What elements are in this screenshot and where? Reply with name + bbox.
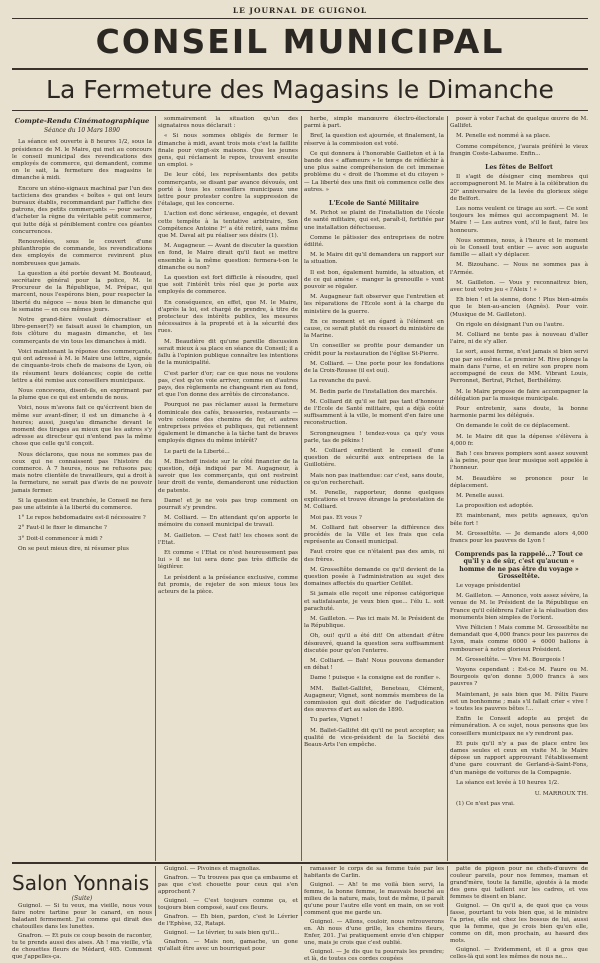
paragraph: La question a été portée devant M. Bouteaud, secrétaire général pour la police, M. le Procureur de la République, M. Prépac, qui marcent, nous l'espérons bien, pour respecter la liberté du négoce — nous bien le dimanche qui le semaine — en ces mêmes jours. — [12, 270, 152, 313]
session-date: Séance du 10 Mars 1890 — [44, 127, 120, 135]
paragraph: Tu parles, Vignet ! — [310, 717, 363, 724]
paragraph: Vive Félicien ! Mais comme M. Grosseltête ne demandait que 4,000 francs pour les pauvres de Lyon, mais comme 6000 + 6000 ballons à rembourser à notre glorieux Président. — [450, 624, 588, 653]
section-heading: Les fêtes de Belfort — [485, 164, 553, 172]
paragraph: Eh bien ! et la sienne, donc ! Plus bien-aimés que le bien-au-ancien (Agnès). Pour voir. (Musique de M. Gailleton). — [450, 297, 588, 318]
paragraph: Moi pas. Et vous ? — [310, 514, 362, 521]
paragraph: En ce moment et en égard à l'élément en cause, ce serait plutôt du ressort du ministère de la Marine. — [304, 318, 444, 340]
paragraph: 2° Faut-il le fixer le dimanche ? — [18, 525, 107, 532]
paragraph: Ce qui donnera à l'honorable Gailleton et à la bande des « affameurs » le temps de réfléchir à une plus saine compréhension de cet immense problème du « droit de l'homme et du citoyen » — La liberté des uns finit où commence celle des autres. » — [304, 150, 444, 193]
paragraph: Bref, la question est ajournée, et finalement, la réserve à la commission est voté. — [304, 133, 444, 147]
paragraph: Nous déclarons, que nous ne sommes pas de ceux qui ne connaissent pas l'histoire du commerce. À 7 heures, nous ne refusons pas; mais notre clientèle de travailleurs, qui a droit à la fermeture, ne serait pas d'avis de ne pouvoir jamais fermer. — [12, 451, 152, 494]
paragraph: M. Gailleton. — Annonce, voix assez sévère, la venue de M. le Président de la République en France qu'il célébrera l'aller à la réalisation des monuments bien simples de l'orient. — [450, 593, 588, 621]
paragraph: M. Ballet-Gallifet dit qu'il ne peut accepter, sa qualité de vice-président de la Société des Beaux-Arts l'en empêche. — [304, 727, 444, 749]
paragraph: La séance est ouverte à 8 heures 1/2, sous la présidence de M. le Maire, qui met au concours le conseil municipal des revendications des employés de commerce, qui demandent, comme on le sait, la fermeture des magasins le dimanche à midi. — [12, 139, 152, 182]
headline-rule — [12, 110, 588, 111]
paragraph: Comme le pâtissier des entreprises de notre édilité. — [304, 234, 444, 249]
feuilleton-column-4 — [450, 866, 588, 960]
paragraph: Notre grand-fière voulait démocratiser et libre-penser(?) se faisait aussi le champion, un fois clôture du magasin dimanche, et les commerçants de vin tous les dimanches à midi. — [12, 317, 152, 345]
section-heading: L'Ecole de Santé Militaire — [329, 200, 419, 208]
paragraph: Le voyage présidentiel — [456, 582, 521, 589]
paragraph: Et comme « l'Etat ce n'est heureusement pas lui » il ne lui sera donc pas très difficile de légiférer. — [158, 549, 298, 571]
paragraph: M. Grosseltête. — Je demande alors 4,000 francs pour les pauvres de Lyon ! — [450, 530, 588, 544]
paragraph: Il est bon, également humide, la situation, et de ce qui amène « manger la grenouille » vont pouvoir se régaler. — [304, 269, 444, 291]
paragraph: Comme compétence, j'aurais préféré le vieux frangin Coste-Labaume. Enfin... — [450, 143, 588, 157]
paragraph: Voyons cependant : Est-ce M. Faure ou M. Bourgeois qu'on donne 5,000 francs à ses pauvres ? — [450, 667, 588, 688]
paragraph: Et puis qu'il n'y a pas de place entre les dames seules et ceux en visite M. le Maire dépose un rapport approuvant l'établissement d'une gare couvrant de Gerland-à-Saint-Fons, d'un manège de voitures de la Compagnie. — [450, 740, 588, 776]
paragraph: M. Grosseltête. — Vive M. Bourgeois ! — [456, 656, 565, 663]
paragraph: Nous concevons, disent-ils, en exprimant par la plume que ce qui est entendu de nous. — [12, 387, 152, 402]
paragraph: Le président a la préséance exclusive, comme fut promis, de rejeter de son mieux tous les acteurs de la pièce. — [158, 574, 298, 595]
paragraph: Encore un sténo-signaux machinal par l'un des tacticiens des grandes « boîtes » qui ont leurs bureaux établis, recommandant par l'affiche des patrons, des petits commerçants — pour sacher d'acheter la règne du véritable petit commerce, qui lutte déjà si péniblement contre ces géantes concurrences. — [12, 185, 152, 235]
paragraph: M. le Maire dit qu'il demandera un rapport sur la situation. — [304, 252, 444, 266]
running-head: LE JOURNAL DE GUIGNOL — [232, 6, 368, 15]
paragraph: M. Beaudière dit qu'une pareille discussion serait mieux à sa place en séance du Conseil; il a fallu à l'opinion publique connaître les intentions de la municipalité. — [158, 338, 298, 367]
paragraph: Faut croire que ce n'étaient pas des amis, ni des frères. — [304, 549, 444, 563]
paragraph: En conséquence, en effet, que M. le Maire, d'après la loi, est chargé de prendre, à titre de protecteur des intérêts publics, les mesures nécessaires à la propreté et à la sécurité des rues. — [158, 299, 298, 335]
paragraph: Maintenant, je sais bien que M. Félix Faure est un bonhomme ; mais s'il fallait crier « vive ! » toutes les pauvres bêtes !... — [450, 691, 588, 713]
paragraph: Gnafron. — Mais non, gamache, un gone qu'allait être avec un bourriquet pour — [158, 939, 298, 952]
paragraph: Gnafron. — Et puis ce coup besoin de raconter, tu te prends aussi des aises. Ah ! ma vieille, v'là de chouettes fleurs de Médard, 405. Comment que j'appelles-ça. — [12, 933, 152, 960]
column-divider — [447, 116, 448, 861]
paragraph: Et maintenant, mes petits agneaux, qu'on bêle fort ! — [450, 513, 588, 527]
paragraph: Bah ! ces braves pompiers sont assez souvent à la peine, pour que leur musique soit appelée à l'honneur. — [450, 450, 588, 472]
feuilleton-column-3 — [304, 866, 444, 962]
paragraph: M. Gailleton. — Vous y reconnaitrez bien, avec tout votre jeu « l'Aleix ! » — [450, 279, 588, 294]
paragraph: Guignol. — Pivoines et magnolias. — [164, 866, 261, 872]
paragraph: 3° Doit-il commencer à midi ? — [18, 535, 103, 542]
paragraph: M. Augagneur. — Avant de discuter la question en fond, le Maire dirait qu'il faut se mettre ensemble à la même question: fermera-t-on le dimanche ou non? — [158, 243, 298, 271]
paragraph: M. Bischoff insiste sur le côté financier de la question, déjà indiqué par M. Augagneur, à savoir que les commerçants, qui ont restreint leur droit de vente, demanderont une réduction de patente. — [158, 458, 298, 494]
section-heading: Comprends pas la rappelé...? Tout ce qu'il y a de sûr, c'est qu'aucun « homme de ne pas être du voyage » Grosseltête. — [455, 551, 583, 580]
paragraph: M. Bizouhanc. — Nous ne sommes pas à l'Armée. — [450, 262, 588, 276]
paragraph: M. Colliard. — Une porte pour les fondations de la Croix-Rousse (il est oui). — [304, 360, 444, 375]
feuilleton-title: Salon Yonnais — [12, 871, 150, 895]
column-divider — [301, 116, 302, 861]
paragraph: poser à voter l'achat de quelque œuvre de M. Gallifet. — [450, 116, 588, 130]
feuilleton-column-1 — [12, 903, 152, 960]
paragraph: La revanche du pavé. — [310, 378, 371, 385]
paragraph: M. Pichot se plaint de l'installation de l'école de santé militaire, qui est, paraît-il, fortifiée par une installation défectueuse. — [304, 210, 444, 231]
paragraph: 1° Le repos hebdomadaire est-il nécessaire ? — [18, 515, 146, 522]
feuilleton-suite: (Suite) — [71, 895, 93, 902]
paragraph: Mais non pas inattendue: car c'est, sans doute, ce qu'on recherchait. — [304, 472, 444, 486]
paragraph: herbe, simple manœuvre électro-électorale parmi à part. — [304, 116, 444, 130]
paragraph: Oh, oui! qu'il a été dit! On attendait d'être désœuvré, quand la question sera suffisamment discutée pour qu'on l'enterre. — [304, 633, 444, 654]
top-rule — [12, 18, 588, 19]
paragraph: Pourquoi ne pas réclamer aussi la fermeture dominicale des cafés, brasseries, restaurants — votre colonne des chemins de fer, et autres entreprises privées et publiques, qui retiennent également le dimanche à la tâche tant de braves employés dignes du même intérêt? — [158, 402, 298, 445]
title-rule — [12, 68, 588, 70]
paragraph: La séance est levée à 10 heures 1/2. — [456, 779, 559, 786]
paragraph: Les noms veulent ce tirage au sort. — Ce sont toujours les mêmes qui accompagnent M. le Maire ! — Les autres vont, s'il le faut, faire les honneurs. — [450, 206, 588, 234]
paragraph: Guignol. — C'est toujours comme ça, et toujours bien composé, sauf ces fleurs. — [158, 898, 298, 911]
paragraph: M. Bedin parle de l'installation des marchés. — [310, 388, 438, 395]
paragraph: Il s'agit de désigner cinq membres qui accompagneront M. le Maire à la célébration du 20ᵉ anniversaire de la levée du glorieux siège de Belfort. — [450, 174, 588, 202]
section-title: CONSEIL MUNICIPAL — [95, 22, 505, 61]
paragraph: Si la question est tranchée, le Conseil ne fera pas une atteinte à la liberté du commerce. — [12, 497, 152, 511]
paragraph: La question est fort difficile à résoudre, quel que soit l'intérêt très réel que je porte aux employés de commerce. — [158, 275, 298, 296]
column-divider — [447, 866, 448, 916]
paragraph: Le sort, aussi ferme, n'est jamais si bien servi que par soi-même. Le premier M. Rive plonge la main dans l'urne, et en retire son propre nom accompagné de ceux de MM. Vibrant Louis, Perronnet, Bertrat, Pichet, Berthélémy. — [450, 349, 588, 385]
paragraph: Si jamais elle reçoit une réponse catégorique et satisfaisante, je veux bien que... l'élu L. soit parachuté. — [304, 591, 444, 612]
feuilleton-column-2 — [158, 866, 298, 952]
paragraph: Guignol. — Je dis que tu pourrais les prendre; et là, de toutes ces cordes coupées — [304, 949, 444, 962]
paragraph: M. Grosseltête demande ce qu'il devient de la question posée à l'administration au sujet des domaines affectés du quartier Ceüllet. — [304, 566, 444, 588]
paragraph: M. Colliard. — Bah! Nous pouvons demander en débat ! — [304, 658, 444, 672]
paragraph: M. Colliard fait observer la différence des procédés de la Ville et les frais que cela représente au Conseil municipal. — [304, 524, 444, 546]
paragraph: Enfin le Conseil adopte au projet de rémunération. A ce sujet, nous pensons que les conseillers municipaux ne s'y rendront pas. — [450, 716, 588, 737]
paragraph: M. Penelle, rapporteur, donne quelques explications et trouve étrange la protestation de M. Colliard. — [304, 489, 444, 511]
paragraph: Guignol. — Ah! te me voilà bien servi, la femme, la bonne femme, le mauvais bouché au milieu de la nature, mais, tout de même, il paraît qu'une pour l'autre elle vont en main, on se voit comment que me garde un. — [304, 882, 444, 916]
paragraph: M. Penelle est nommé à sa place. — [456, 133, 551, 140]
paragraph: L'action est donc sérieuse, engagée, et devant cette tempête à la tentative arbitraire, Son Compétence Antoine Iᵉʳ a été retiré, sans même que M. Daval ait pu réaliser ses désirs (1). — [158, 211, 298, 240]
signature: U. MARROUX TH. — [534, 791, 588, 798]
paragraph: M. Gailleton. — Pas ici mais M. le Président de la République. — [304, 615, 444, 630]
paragraph: Dame ! puisque « la consigne est de ronfler ». — [310, 675, 441, 682]
article-column-2 — [158, 116, 298, 861]
footnote: (1) Ce n'est pas vrai. — [456, 801, 515, 808]
article-column-1 — [12, 116, 152, 861]
paragraph: « Si nous sommes obligés de fermer le dimanche à midi, avant trois mois c'est la faillite finale pour vingt-six maisons. Que les jeunes gens, qui réclament le repos, trouvent ensuite un emploi. » — [158, 133, 298, 169]
paragraph: La proposition est adoptée. — [456, 503, 534, 510]
paragraph: M. Colliard ne tente pas à nouveau d'aller l'aire, ni de s'y aller. — [450, 332, 588, 346]
paragraph: M. Beaudière se prononce pour le déplacement. — [450, 475, 588, 489]
paragraph: On rigole en désignant l'un ou l'autre. — [456, 321, 564, 328]
paragraph: M. Augagneur fait observer que l'entretien et les réparations de l'Ecole sont à la charge du ministère de la guerre. — [304, 294, 444, 315]
paragraph: Scrongneugneu ! tendez-vous ça qu'y vous parle, tas de pékins ! — [304, 430, 444, 444]
article-column-4 — [450, 116, 588, 861]
feuilleton-rule — [12, 862, 588, 864]
column-divider — [155, 866, 156, 916]
paragraph: Guignol. — Evidemment, et il a gros que celles-là qui sont les mêmes de nous ne... — [450, 947, 588, 960]
article-subtitle: Compte-Rendu Cinématographique — [14, 117, 150, 125]
column-divider — [301, 866, 302, 916]
paragraph: Un conseiller se profite pour demander un crédit pour la restauration de l'église St-Pierre. — [304, 343, 444, 357]
paragraph: Pour entretenir, sans doute, la bonne harmonie parmi les délégués. — [450, 405, 588, 420]
paragraph: Le parti de la Liberté... — [164, 448, 230, 455]
paragraph: M. le Maire propose de faire accompagner la délégation par la musique municipale. — [450, 388, 588, 402]
paragraph: patte de pigeon pour ne chefs-d'œuvre de couleur pareils, pour nos femmes, maman et grand'mère, toute la famille, ajoutés à la mode des gens qui taillent sur les cadres, et vos femmes te disent en blanc. — [450, 866, 588, 900]
paragraph: sommairement la situation qu'un des signataires nous déclarait : — [158, 116, 298, 130]
paragraph: Renouvelées, sous le couvert d'une philanthropie de commande, les revendications des employés de commerce revinrent plus nombreuses que jamais. — [12, 239, 152, 267]
paragraph: On se peut mieux dire, ni résumer plus — [18, 545, 129, 552]
paragraph: M. Colliard dit qu'il se fait pas tant d'honneur de l'Ecole de Santé militaire, qui a déjà coûté suffisamment à la ville, le moment d'en faire une reconstruction. — [304, 398, 444, 427]
column-divider — [155, 116, 156, 861]
paragraph: M. le Maire dit que la dépense s'élèvera à 4,000 fr. — [450, 433, 588, 447]
paragraph: Gnafron. — Eh bien, pardon, c'est le Lévrier de l'Ephèse, 32, Ratapi. — [158, 914, 298, 927]
paragraph: Voici maintenant la réponse des commerçants, qui ont adressé à M. le Maire une lettre, signée de cinquante-trois chefs de maisons de Lyon, où ils résument leurs doléances; copie de cette lettre a été remise aux conseillers municipaux. — [12, 348, 152, 384]
paragraph: Guignol. — Le lévrier, tu sais bien qu'il... — [164, 930, 280, 936]
paragraph: M. Gailleton. — C'est fait! les choses sont de l'Etat. — [158, 532, 298, 546]
paragraph: ramasser le corps de sa femme tuée par les habitants de Carlin. — [304, 866, 444, 879]
paragraph: De leur côté, les représentants des petits commerçants, se disant par avance dévoués, ont porté à tous les conseillers municipaux une lettre pour protester contre la suppression de l'étalage, qui les concerne. — [158, 172, 298, 208]
paragraph: Guignol. — On qu'il a, de quoi que ça vous fasse, pourtant tu vois bien que, si le ministre l'a prise, elle est chez les bossus de lui, aussi que la femme, que je crois bien qu'en elle, comme on dit, mon prochain, au hasard des mots. — [450, 903, 588, 944]
article-headline: La Fermeture des Magasins le Dimanche — [46, 75, 554, 104]
paragraph: Guignol. — Si tu veux, ma vieille, nous vous faire notre tartine pour le canard, en nous baladant fermement. J'ai comme qui dirait des chatouilles dans les lunettes. — [12, 903, 152, 930]
paragraph: M. Colliard entretient le conseil d'une question de sécurité aux entreprises de la Guillotière. — [304, 447, 444, 469]
paragraph: Dame! et je ne vois pas trop comment on pourrait s'y prendre. — [158, 497, 298, 511]
paragraph: MM. Ballet-Gallifet, Beneteau, Clément, Augagneur, Vignet, sont nommés membres de la commission qui doit décider de l'adjudication des œuvres d'art au salon de 1890. — [304, 685, 444, 714]
paragraph: M. Penelle aussi. — [456, 492, 504, 499]
paragraph: C'est parler d'or; car ce que nous ne voulons pas, c'est qu'on voie arriver, comme en d'autres pays, des règlements ne changeant rien au fond, et que l'on donne des arrêtés de circonstance. — [158, 370, 298, 399]
paragraph: Voici, nous m'avons fait ce qu'écrivent bien de même sur avant-dîner, il est un dimanche à 4 heures; aussi, jusqu'au dimanche devant le moment des tirages au mieux que les autres s'y adresse au directeur qui n'entend pas la même chose que celle qu'il conçoit. — [12, 405, 152, 448]
paragraph: On demande le coût de ce déplacement. — [456, 423, 570, 430]
article-column-3 — [304, 116, 444, 861]
paragraph: M. Colliard. — En attendant qu'on apporte le mémoire du conseil municipal de travail. — [158, 515, 298, 529]
paragraph: Guignol. — Allons, couloir, nous retrouverons en. Ah nous d'une grille, les chemins fleurs, Enfer, 201. J'ai pratiquement envie d'en chipper une, mais je crois que c'est oublié. — [304, 919, 444, 946]
paragraph: Gnafron. — Tu trouves pas que ça embaume et pas que c'est chouette pour ceux qui s'en approchent ? — [158, 875, 298, 895]
paragraph: Nous sommes, nous, à l'heure et le moment où le Conseil tout entier — avec son auguste famille — allait s'y déplacer. — [450, 237, 588, 259]
